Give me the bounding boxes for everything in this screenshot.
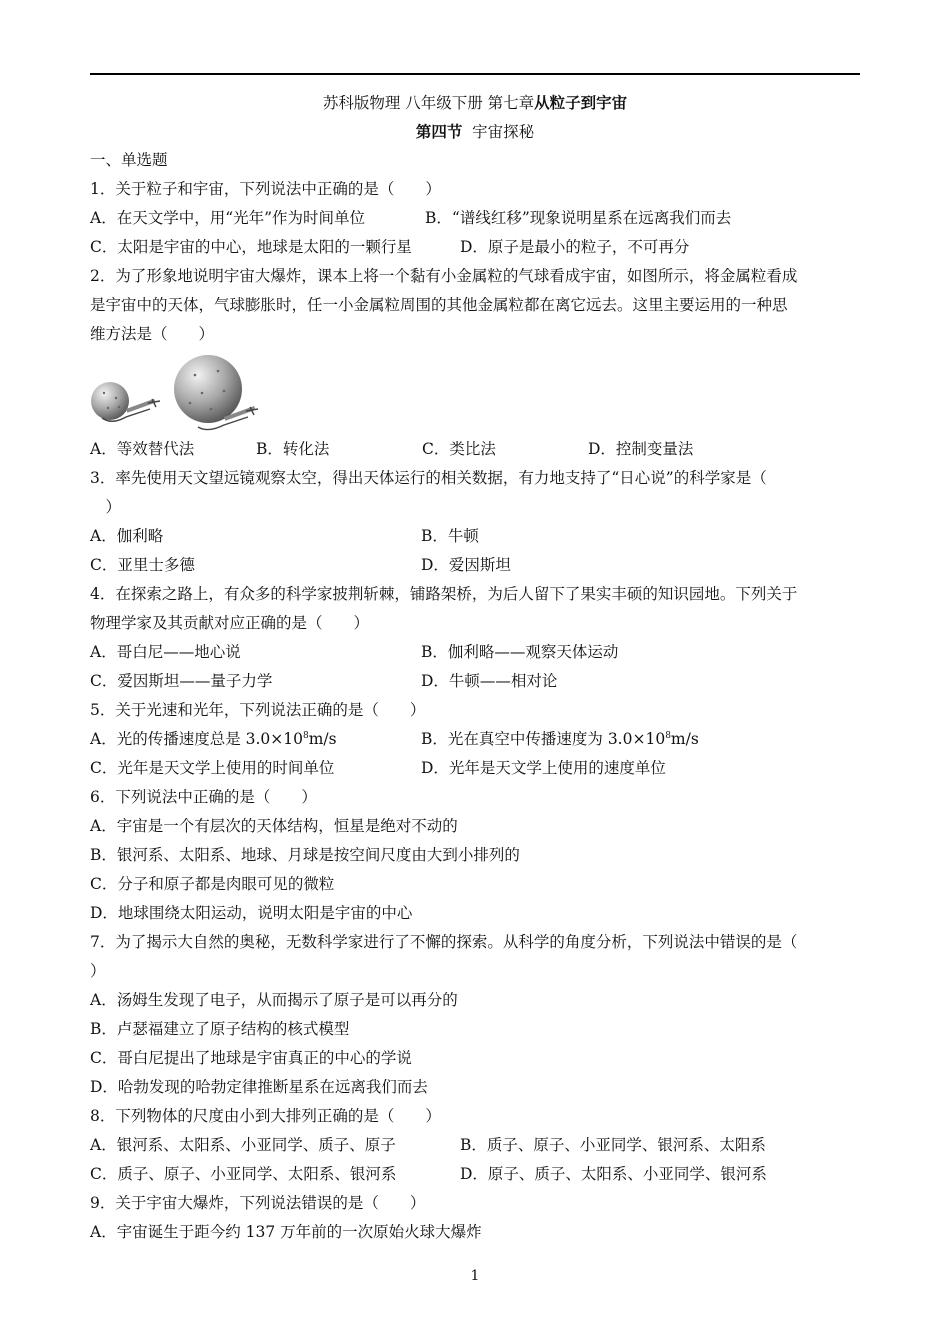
option-c: C．类比法 (422, 440, 496, 458)
question-7 (90, 928, 860, 1102)
section-number: 第四节 (415, 122, 463, 141)
option-a-text: A．光的传播速度总是 3.0×10 (90, 730, 303, 748)
chapter-title: 从粒子到宇宙 (534, 93, 628, 112)
question-6 (90, 783, 860, 928)
option-d: D．光年是天文学上使用的速度单位 (421, 759, 666, 777)
question-stem: ） (90, 498, 122, 516)
page-number: 1 (470, 1268, 480, 1284)
option-a-exponent: 8 (302, 730, 309, 741)
document-body (90, 88, 860, 1247)
option-b: B．质子、原子、小亚同学、银河系、太阳系 (460, 1136, 766, 1154)
option-c: C．哥白尼提出了地球是宇宙真正的中心的学说 (90, 1049, 412, 1067)
option-d: D．地球围绕太阳运动，说明太阳是宇宙的中心 (90, 904, 413, 922)
question-stem: 是宇宙中的天体，气球膨胀时，任一小金属粒周围的其他金属粒都在离它远去。这里主要运用的一种思 (90, 296, 788, 314)
option-b-exponent: 8 (665, 730, 671, 741)
option-b: B．“谱线红移”现象说明星系在远离我们而去 (425, 209, 732, 227)
document-title (90, 88, 860, 117)
question-1 (90, 175, 860, 262)
option-b: B．牛顿 (421, 527, 479, 545)
question-4 (90, 580, 860, 696)
balloon-expansion-illustration (90, 353, 290, 435)
question-9 (90, 1189, 860, 1247)
question-stem: 物理学家及其贡献对应正确的是（ ） (90, 614, 370, 632)
option-b: B．银河系、太阳系、地球、月球是按空间尺度由大到小排列的 (90, 846, 520, 864)
option-a: A．等效替代法 (90, 440, 195, 458)
option-b (421, 725, 699, 754)
option-c: C．质子、原子、小亚同学、太阳系、银河系 (90, 1165, 397, 1183)
question-type-label: 一、单选题 (90, 151, 168, 169)
option-c: C．亚里士多德 (90, 556, 195, 574)
balloon-figure (90, 353, 860, 435)
question-stem: 8．下列物体的尺度由小到大排列正确的是（ ） (90, 1107, 441, 1125)
question-stem: 9．关于宇宙大爆炸，下列说法错误的是（ ） (90, 1194, 426, 1212)
option-b-text: B．光在真空中传播速度为 3.0×10 (421, 730, 666, 748)
option-b: B．伽利略——观察天体运动 (421, 643, 619, 661)
option-a: A．伽利略 (90, 527, 164, 545)
header-rule (90, 73, 860, 75)
question-stem: 2．为了形象地说明宇宙大爆炸，课本上将一个黏有小金属粒的气球看成宇宙，如图所示，将金属粒看成 (90, 267, 798, 285)
small-balloon (91, 382, 160, 421)
section-title (90, 117, 860, 146)
option-a: A．汤姆生发现了电子，从而揭示了原子是可以再分的 (90, 991, 458, 1009)
question-stem: 5．关于光速和光年，下列说法正确的是（ ） (90, 701, 426, 719)
option-a: A．哥白尼——地心说 (90, 643, 241, 661)
option-a: A．在天文学中，用“光年”作为时间单位 (90, 209, 366, 227)
question-stem: 6．下列说法中正确的是（ ） (90, 788, 317, 806)
option-a-unit: m/s (308, 730, 337, 748)
option-a: A．宇宙诞生于距今约 137 万年前的一次原始火球大爆炸 (90, 1223, 482, 1241)
option-a (90, 725, 421, 754)
option-d: D．原子、质子、太阳系、小亚同学、银河系 (460, 1165, 767, 1183)
option-c: C．光年是天文学上使用的时间单位 (90, 759, 335, 777)
option-d: D．牛顿——相对论 (421, 672, 558, 690)
option-b: B．卢瑟福建立了原子结构的核式模型 (90, 1020, 350, 1038)
question-stem: 1．关于粒子和宇宙，下列说法中正确的是（ ） (90, 180, 441, 198)
section-name: 宇宙探秘 (462, 123, 535, 141)
title-prefix: 苏科版物理 八年级下册 第七章 (322, 94, 535, 112)
option-d: D．哈勃发现的哈勃定律推断星系在远离我们而去 (90, 1078, 428, 1096)
option-a: A．宇宙是一个有层次的天体结构，恒星是绝对不动的 (90, 817, 458, 835)
question-stem: 7．为了揭示大自然的奥秘，无数科学家进行了不懈的探索。从科学的角度分析，下列说法中错误的是（ (90, 933, 798, 951)
question-stem: 维方法是（ ） (90, 325, 215, 343)
option-b-unit: m/s (670, 730, 699, 748)
option-b: B．转化法 (256, 440, 330, 458)
option-c: C．爱因斯坦——量子力学 (90, 672, 273, 690)
question-5 (90, 696, 860, 783)
option-a: A．银河系、太阳系、小亚同学、质子、原子 (90, 1136, 396, 1154)
option-c: C．太阳是宇宙的中心，地球是太阳的一颗行星 (90, 238, 412, 256)
question-stem: 3．率先使用天文望远镜观察太空，得出天体运行的相关数据，有力地支持了“日心说”的科学家是（ (90, 469, 767, 487)
question-stem: ） (90, 962, 106, 980)
question-2 (90, 262, 860, 464)
option-d: D．控制变量法 (588, 440, 694, 458)
question-3 (90, 464, 860, 580)
large-balloon (174, 355, 258, 430)
option-c: C．分子和原子都是肉眼可见的微粒 (90, 875, 335, 893)
question-8 (90, 1102, 860, 1189)
question-stem: 4．在探索之路上，有众多的科学家披荆斩棘，铺路架桥，为后人留下了果实丰硕的知识园地。下列关于 (90, 585, 798, 603)
option-d: D．原子是最小的粒子，不可再分 (460, 238, 690, 256)
option-d: D．爱因斯坦 (421, 556, 511, 574)
